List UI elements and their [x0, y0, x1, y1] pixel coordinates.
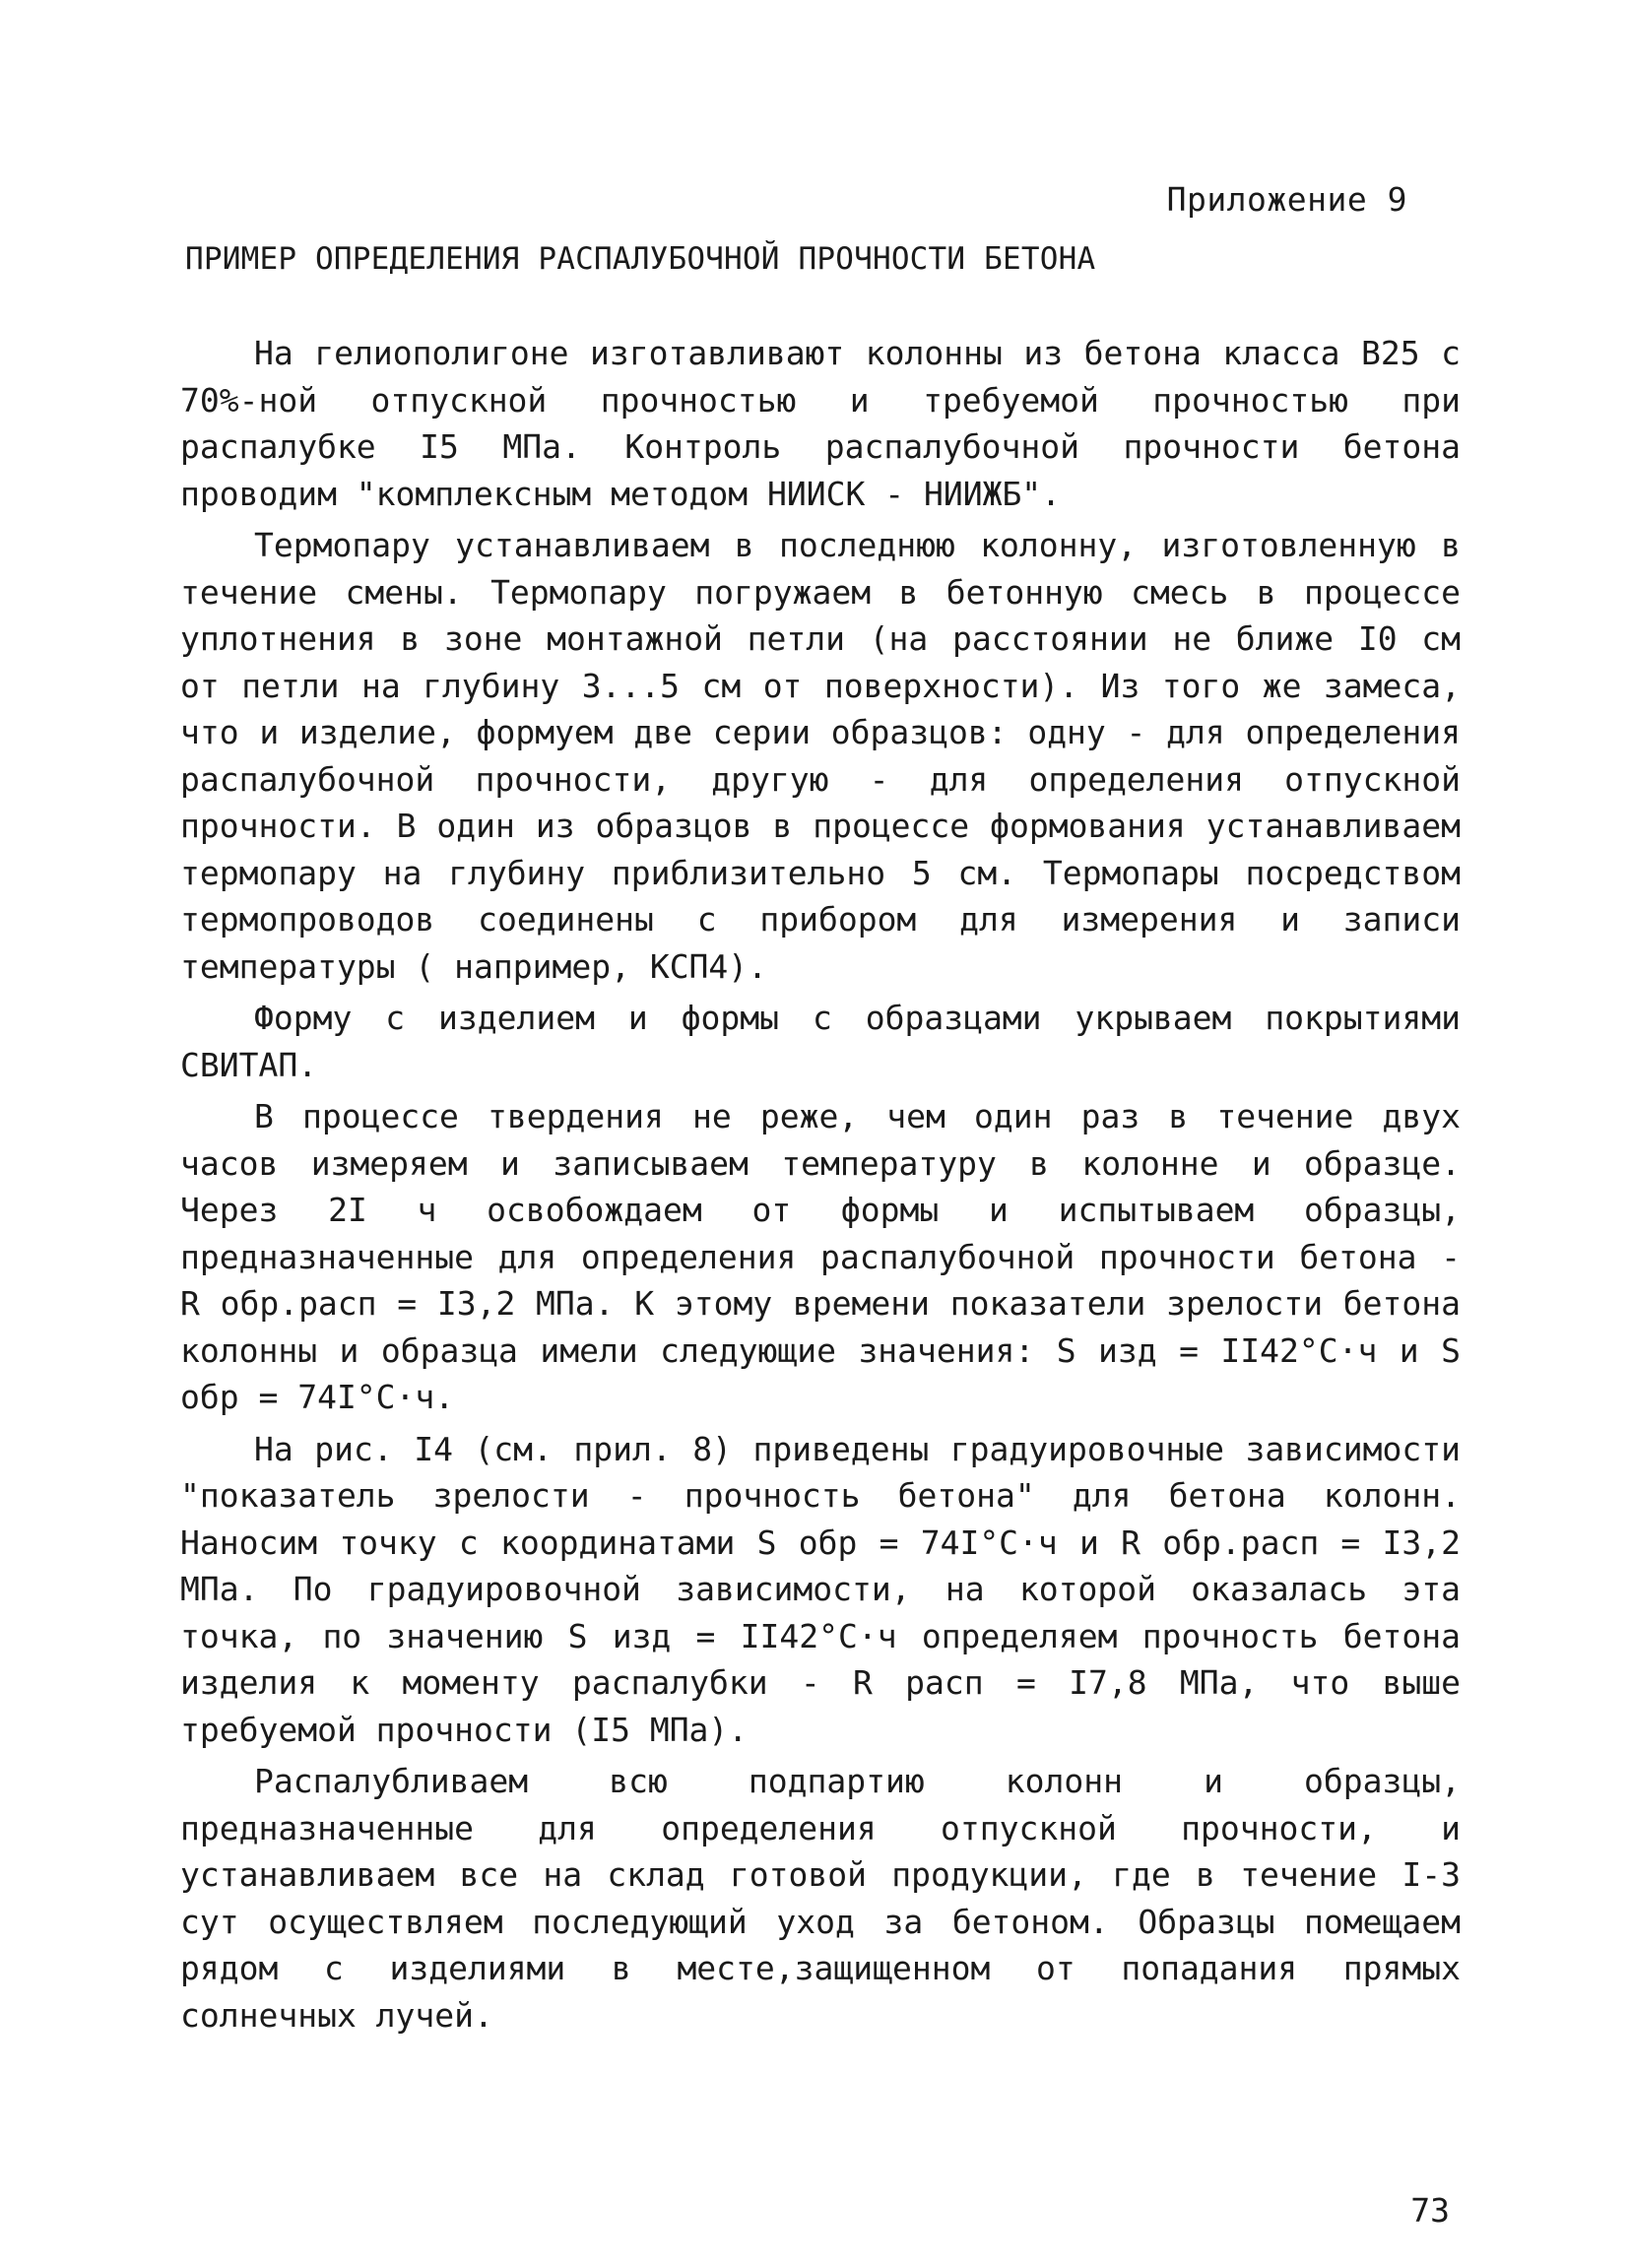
- paragraph-6: Распалубливаем всю подпартию колонн и образцы, предназначенные для определения отпускной прочности, и устанавливаем все на склад готовой продукции, где в течение I-3 сут осуществляем последующий уход за бетоном. Образцы помещаем рядом с изделиями в месте,защищенном от попадания прямых солнечных лучей.: [180, 1762, 1461, 2035]
- paragraph-1: На гелиополигоне изготавливают колонны из бетона класса В25 с 70%-ной отпускной прочностью и требуемой прочностью при распалубке I5 МПа. Контроль распалубочной прочности бетона проводим "комплексным методом НИИСК - НИИЖБ".: [180, 334, 1461, 513]
- paragraph-5: На рис. I4 (см. прил. 8) приведены градуировочные зависимости "показатель зрелости - прочность бетона" для бетона колонн. Наносим точку с координатами S обр = 74I°С·ч и R обр.расп = I3,2 МПа. По градуировочной зависимости, на которой оказалась эта точка, по значению S изд = II42°С·ч определяем прочность бетона изделия к моменту распалубки - R расп = I7,8 МПа, что выше требуемой прочности (I5 МПа).: [180, 1429, 1461, 1749]
- document-body: [180, 330, 1461, 2043]
- page-number: 73: [1410, 2191, 1450, 2230]
- document-title: ПРИМЕР ОПРЕДЕЛЕНИЯ РАСПАЛУБОЧНОЙ ПРОЧНОСТИ БЕТОНА: [185, 241, 1096, 277]
- paragraph-3: Форму с изделием и формы с образцами укрываем покрытиями СВИТАП.: [180, 999, 1461, 1084]
- paragraph-4: В процессе твердения не реже, чем один раз в течение двух часов измеряем и записываем температуру в колонне и образце. Через 2I ч освобождаем от формы и испытываем образцы, предназначенные для определения распалубочной прочности бетона - R обр.расп = I3,2 МПа. К этому времени показатели зрелости бетона колонны и образца имели следующие значения: S изд = II42°С·ч и S обр = 74I°С·ч.: [180, 1097, 1461, 1416]
- paragraph-2: Термопару устанавливаем в последнюю колонну, изготовленную в течение смены. Термопару погружаем в бетонную смесь в процессе уплотнения в зоне монтажной петли (на расстоянии не ближе I0 см от петли на глубину 3...5 см от поверхности). Из того же замеса, что и изделие, формуем две серии образцов: одну - для определения распалубочной прочности, другую - для определения отпускной прочности. В один из образцов в процессе формования устанавливаем термопару на глубину приблизительно 5 см. Термопары посредством термопроводов соединены с прибором для измерения и записи температуры ( например, КСП4).: [180, 526, 1461, 986]
- appendix-label: Приложение 9: [1166, 180, 1407, 219]
